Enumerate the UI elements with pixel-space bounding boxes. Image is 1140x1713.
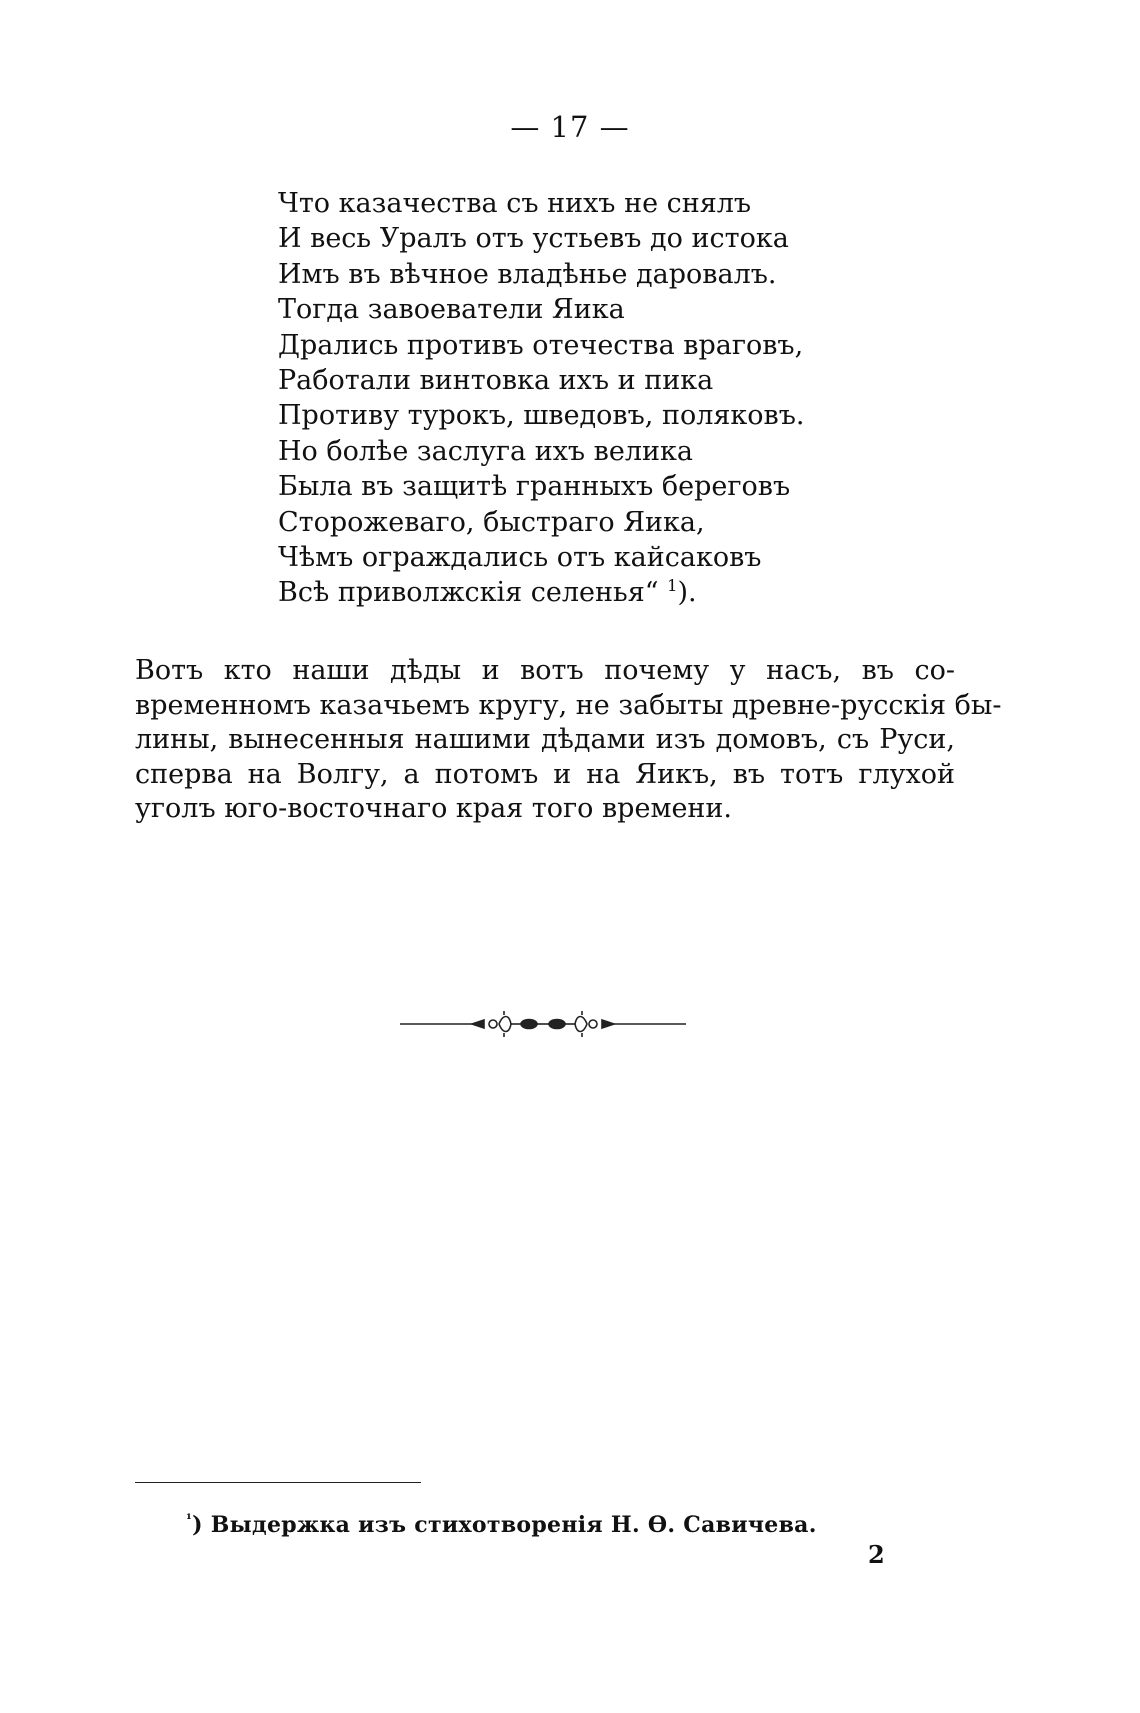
- verse-line: Чѣмъ ограждались отъ кайсаковъ: [278, 542, 762, 574]
- verse-line-tail: ).: [677, 577, 697, 609]
- paragraph-line: Вотъ кто наши дѣды и вотъ почему у насъ, въ со-: [135, 655, 955, 686]
- footnote-rule: [135, 1482, 421, 1483]
- verse-line-text: Всѣ приволжскія селенья“: [278, 577, 659, 609]
- verse-line: Тогда завоеватели Яика: [278, 294, 625, 326]
- paragraph-line: временномъ казачьемъ кругу, не забыты древне-русскія бы-: [135, 689, 1002, 721]
- verse-line: И весь Уралъ отъ устьевъ до истока: [278, 223, 789, 255]
- paragraph-line: лины, вынесенныя нашими дѣдами изъ домовъ, съ Руси,: [135, 724, 955, 755]
- verse-block: [278, 186, 838, 611]
- footnote: [186, 1512, 817, 1538]
- footnote-marker: ¹: [186, 1512, 193, 1528]
- verse-line: Сторожеваго, быстраго Яика,: [278, 506, 705, 538]
- verse-line: Была въ защитѣ гранныхъ береговъ: [278, 471, 791, 503]
- verse-line: Дрались противъ отечества враговъ,: [278, 329, 804, 361]
- verse-line: Противу турокъ, шведовъ, поляковъ.: [278, 400, 805, 432]
- paragraph-line: сперва на Волгу, а потомъ и на Яикъ, въ тотъ глухой: [135, 758, 955, 790]
- page-number: — 17 —: [510, 110, 630, 144]
- typographic-ornament-icon: [400, 1010, 686, 1038]
- signature-mark: 2: [868, 1540, 885, 1569]
- paragraph-line: уголъ юго-восточнаго края того времени.: [135, 793, 732, 824]
- verse-line: Работали винтовка ихъ и пика: [278, 365, 714, 397]
- footnote-text: ) Выдержка изъ стихотворенія Н. Ѳ. Савичева.: [192, 1512, 817, 1538]
- footnote-reference[interactable]: 1: [667, 576, 678, 596]
- body-paragraph: [135, 654, 1002, 827]
- verse-line-last: [278, 575, 838, 610]
- verse-line: Имъ въ вѣчное владѣнье даровалъ.: [278, 258, 777, 290]
- verse-line: Но болѣе заслуга ихъ велика: [278, 435, 693, 467]
- verse-line: Что казачества съ нихъ не снялъ: [278, 188, 752, 219]
